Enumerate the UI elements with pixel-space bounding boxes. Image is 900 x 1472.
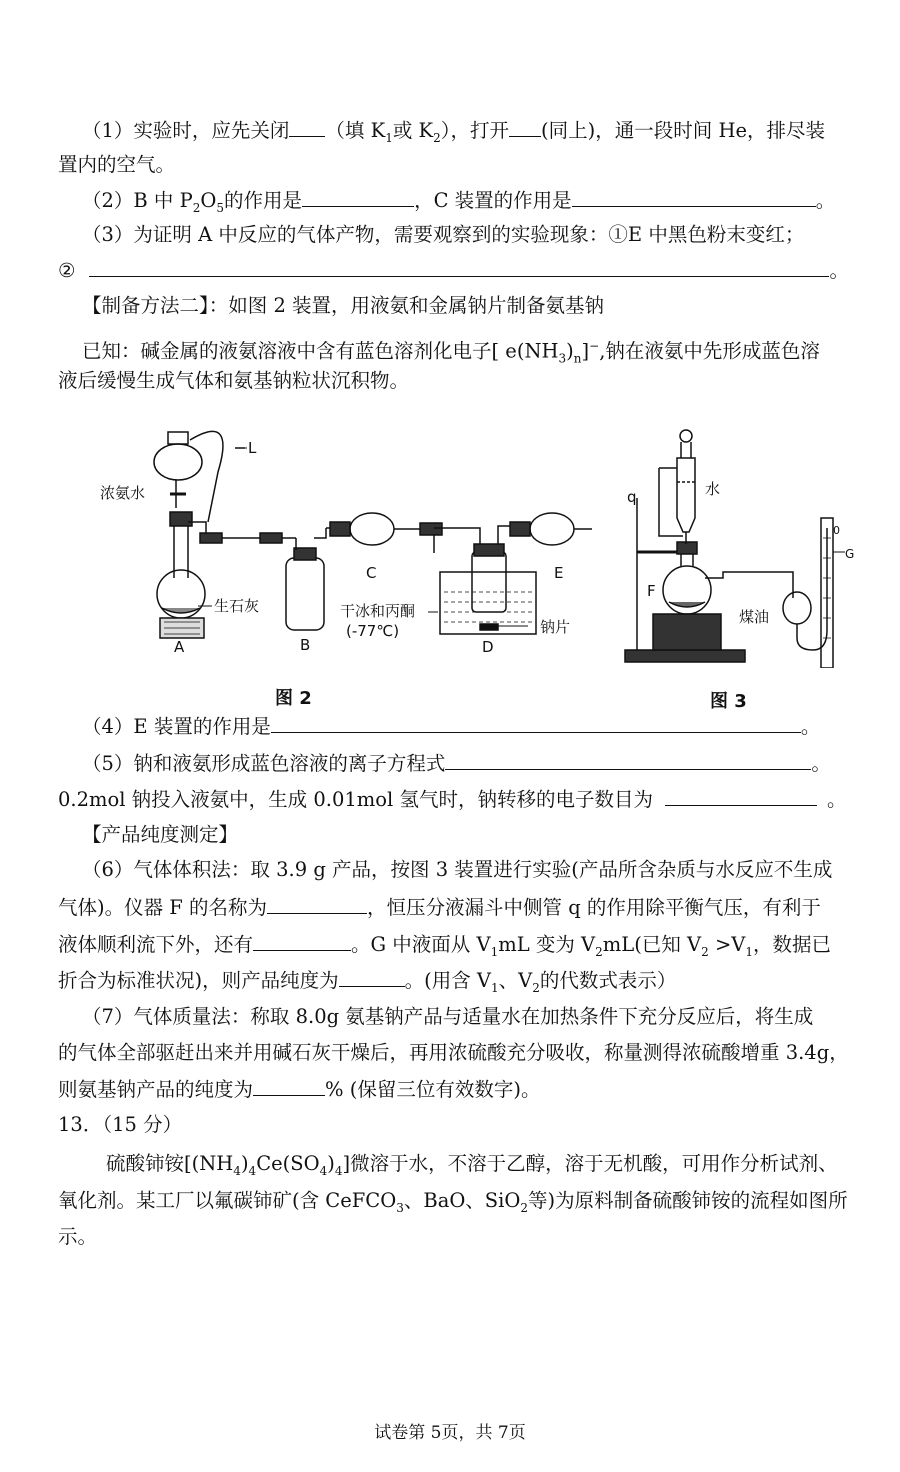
q6-line1: （6）气体体积法：取 3.9 g 产品，按图 3 装置进行实验(产品所含杂质与水反应不生成 xyxy=(82,858,833,881)
label-E: E xyxy=(554,564,564,582)
known-paren: ) xyxy=(566,339,574,363)
q2-role: 的作用是 xyxy=(224,189,303,212)
q2-c: ，C 装置的作用是 xyxy=(414,189,572,212)
q5-line2 xyxy=(58,787,846,812)
known-sup: − xyxy=(589,339,600,353)
label-q: q xyxy=(627,488,637,506)
q6-sub-3: 2 xyxy=(701,944,709,959)
q2-text: （2）B 中 P xyxy=(82,189,193,212)
q1-sub2: 2 xyxy=(433,130,441,145)
q1-line2: 置内的空气。 xyxy=(58,153,176,176)
q5-text2: 0.2mol 钠投入液氨中，生成 0.01mol 氢气时，钠转移的电子数目为 xyxy=(58,788,653,811)
known-text: 已知：碱金属的液氨溶液中含有蓝色溶剂化电子[ e(NH xyxy=(82,339,559,363)
tube-L-icon xyxy=(190,431,223,522)
known-rest: ,钠在液氨中先形成蓝色溶 xyxy=(599,339,820,363)
q6-text-f: mL 变为 V xyxy=(498,933,596,956)
label-A: A xyxy=(174,638,185,656)
label-kerosene: 煤油 xyxy=(739,608,770,626)
q3-line2 xyxy=(58,258,849,283)
q13-sub-2: 4 xyxy=(248,1163,257,1178)
q6-text-d: 液体顺利流下外，还有 xyxy=(58,933,254,956)
q3-circle: ② xyxy=(58,259,76,282)
q6-text-e: 。G 中液面从 V xyxy=(351,933,491,956)
label-na: 钠片 xyxy=(540,618,571,636)
q2-o: O xyxy=(200,189,217,212)
q2-blank-1[interactable] xyxy=(302,188,414,207)
label-F: F xyxy=(647,582,656,600)
figure-3 xyxy=(615,418,865,668)
q13-text-d: Ce(SO xyxy=(256,1152,320,1175)
known-line2: 液后缓慢生成气体和氨基钠粒状沉积物。 xyxy=(58,369,410,392)
label-D: D xyxy=(482,638,494,656)
q6-blank-3[interactable] xyxy=(339,968,405,987)
q2-end: 。 xyxy=(815,189,836,212)
purity-title: 【产品纯度测定】 xyxy=(82,823,239,846)
q5-end: 。 xyxy=(811,752,831,775)
q5-end2: 。 xyxy=(826,788,847,811)
q13-sub-5: 3 xyxy=(396,1200,404,1215)
q6-sub-4: 1 xyxy=(745,944,754,959)
q6-sub-5: 1 xyxy=(491,980,499,995)
q13-sub-4: 4 xyxy=(334,1163,343,1178)
q2-line xyxy=(82,188,835,220)
side-tube-q-icon xyxy=(659,468,683,536)
kerosene-bulb-icon xyxy=(783,592,811,624)
label-ice: 干冰和丙酮 xyxy=(340,602,416,620)
dropping-funnel-icon xyxy=(154,444,202,480)
q6-blank-1[interactable] xyxy=(267,895,367,914)
q7-text-d: % (保留三位有效数字)。 xyxy=(325,1078,541,1101)
q13-sub-1: 4 xyxy=(233,1163,241,1178)
q2-sub2: 5 xyxy=(216,200,225,215)
q1-rest: (同上)，通一段时间 He，排尽装 xyxy=(541,119,825,142)
label-zero: 0 xyxy=(833,524,840,537)
q13-sub-6: 2 xyxy=(520,1200,529,1215)
method2-title: 【制备方法二】：如图 2 装置，用液氨和金属钠片制备氨基钠 xyxy=(82,294,605,317)
q1-hint: （填 K xyxy=(325,119,386,142)
q5-text: （5）钠和液氨形成蓝色溶液的离子方程式 xyxy=(82,752,446,775)
q6-text-i: ，数据已 xyxy=(753,933,832,956)
q6-text-h: >V xyxy=(708,933,746,956)
label-water: 水 xyxy=(705,480,721,498)
q7-line3 xyxy=(58,1077,540,1102)
funnel-icon xyxy=(677,458,695,532)
q1-line1 xyxy=(82,118,825,150)
q7-line1: （7）气体质量法：称取 8.0g 氨基钠产品与适量水在加热条件下充分反应后，将生成 xyxy=(82,1005,814,1028)
q6-sub-6: 2 xyxy=(532,980,540,995)
q6-text-l: 、V xyxy=(498,969,533,992)
q13-text-e: ) xyxy=(327,1152,335,1175)
page-footer: 试卷第 5页，共 7页 xyxy=(374,1423,526,1443)
q13-text-g: 氧化剂。某工厂以氟碳铈矿(含 CeFCO xyxy=(58,1189,397,1212)
drying-tube-E-icon xyxy=(530,513,574,545)
label-ammonia: 浓氨水 xyxy=(100,484,146,502)
figure-2 xyxy=(90,412,600,662)
q6-line3 xyxy=(58,932,831,964)
q1-open: ），打开 xyxy=(440,119,510,142)
label-L: L xyxy=(248,439,257,457)
q4-blank[interactable] xyxy=(271,714,801,733)
q1-or: 或 K xyxy=(392,119,434,142)
figure-3-caption: 图 3 xyxy=(710,691,747,712)
q13-text-c: ) xyxy=(240,1152,249,1175)
label-G: G xyxy=(845,547,855,561)
q13-text-i: 等)为原料制备硫酸铈铵的流程如图所 xyxy=(528,1189,848,1212)
q7-text-c: 则氨基钠产品的纯度为 xyxy=(58,1078,254,1101)
known-sub3: 3 xyxy=(558,351,567,366)
q6-text-g: mL(已知 V xyxy=(602,933,702,956)
bottle-B-icon xyxy=(286,558,324,630)
q6-text-c: ，恒压分液漏斗中侧管 q 的作用除平衡气压，有利于 xyxy=(367,896,821,919)
q1-blank-open[interactable] xyxy=(509,118,541,137)
q6-blank-2[interactable] xyxy=(253,932,351,951)
q4-end: 。 xyxy=(800,715,821,738)
q5-blank-1[interactable] xyxy=(445,751,811,770)
q6-sub-2: 2 xyxy=(595,944,603,959)
q7-line2: 的气体全部驱赶出来并用碱石灰干燥后，再用浓硫酸充分吸收，称量测得浓硫酸增重 3.4g， xyxy=(58,1041,849,1064)
q6-line2 xyxy=(58,895,821,920)
label-temp: (-77℃) xyxy=(346,622,400,640)
q6-text-j: 折合为标准状况)，则产品纯度为 xyxy=(58,969,339,992)
q13-sub-3: 4 xyxy=(319,1163,328,1178)
q6-text-k: 。(用含 V xyxy=(404,969,491,992)
q5-blank-2[interactable] xyxy=(665,787,817,806)
known-line1 xyxy=(82,334,820,370)
q13-line3: 示。 xyxy=(58,1225,98,1248)
q13-title: 13．（15 分） xyxy=(58,1113,183,1136)
q6-line4 xyxy=(58,968,676,1000)
q13-line2 xyxy=(58,1189,848,1220)
q1-text: （1）实验时，应先关闭 xyxy=(82,119,290,142)
known-bracket: ] xyxy=(581,339,590,363)
label-C: C xyxy=(366,564,377,582)
figure-2-caption: 图 2 xyxy=(275,688,312,709)
drying-tube-C-icon xyxy=(350,513,394,545)
label-lime: 生石灰 xyxy=(214,597,260,615)
q13-text-h: 、BaO、SiO xyxy=(403,1189,521,1212)
q4-text: （4）E 装置的作用是 xyxy=(82,715,271,738)
q13-text-b: 硫酸铈铵[(NH xyxy=(106,1152,234,1175)
known-subn: n xyxy=(573,351,582,366)
q1-blank-close[interactable] xyxy=(289,118,325,137)
q6-sub-1: 1 xyxy=(490,944,499,959)
q7-blank[interactable] xyxy=(253,1077,325,1096)
q13-line1 xyxy=(106,1152,838,1183)
q5-line1 xyxy=(82,751,831,776)
q3-line1: （3）为证明 A 中反应的气体产物，需要观察到的实验现象：①E 中黑色粉末变红； xyxy=(82,223,805,246)
q13-text-f: ]微溶于水，不溶于乙醇，溶于无机酸，可用作分析试剂、 xyxy=(342,1152,838,1175)
q1-sub: 1 xyxy=(385,130,393,145)
q3-blank[interactable] xyxy=(89,258,829,277)
q2-blank-2[interactable] xyxy=(572,188,816,207)
label-B: B xyxy=(300,636,311,654)
q3-end: 。 xyxy=(829,259,849,282)
q6-text-m: 的代数式表示） xyxy=(539,969,677,992)
q2-sub1: 2 xyxy=(192,200,201,215)
q4-line xyxy=(82,714,820,739)
q6-text-b: 气体)。仪器 F 的名称为 xyxy=(58,896,268,919)
